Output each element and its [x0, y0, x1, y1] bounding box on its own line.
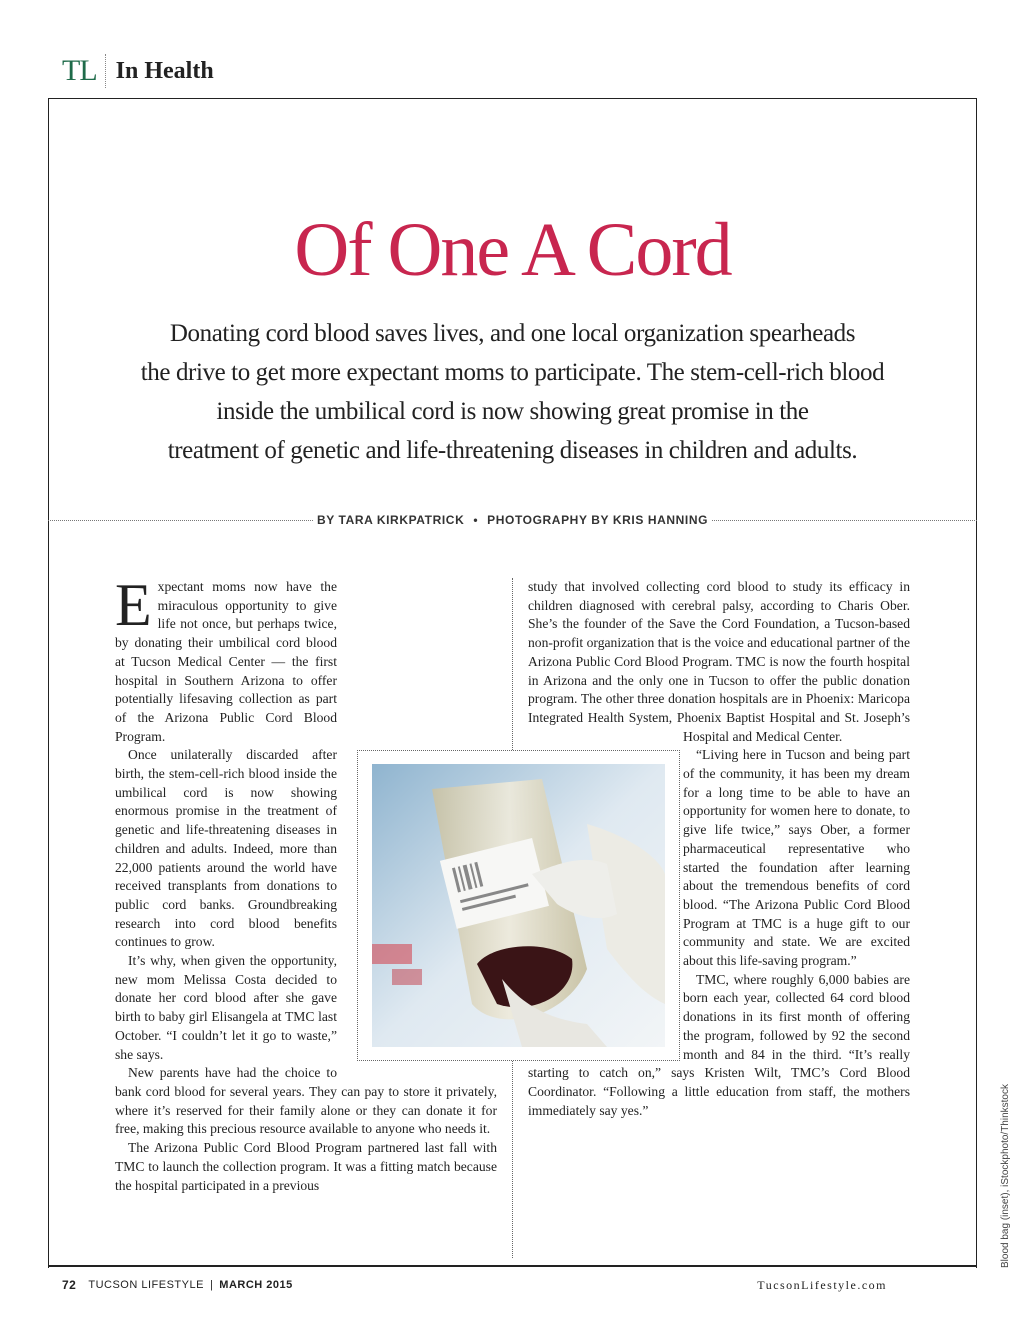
byline-divider-left	[48, 520, 313, 521]
byline-row	[48, 512, 977, 528]
section-name: In Health	[115, 57, 214, 84]
cord-blood-bag-photo	[372, 764, 665, 1047]
deck-line: Donating cord blood saves lives, and one local organization spearheads	[169, 320, 856, 347]
byline-divider-right	[712, 520, 977, 521]
footer-separator: |	[209, 1279, 214, 1291]
article-paragraph: Expectant moms now have the miraculous opportunity to give life not once, but perhaps twice, by donating their umbilical cord blood at Tucson Medical Center — the first hospital in Southern Arizona to offer potentially lifesaving collection as part of the Arizona Public Cord Blood Program.	[115, 572, 337, 744]
byline	[313, 513, 712, 527]
article-paragraph: TMC, where roughly 6,000 babies are born each year, collected 64 cord blood donations in its first month of offering the program, followed by 92 the second month and 84 in the third. “It’s really starting to catch on,” says Kristen Wilt, TMC’s Cord Blood Coordinator. “Following a little education from staff, the mothers immediately say yes.”	[528, 971, 910, 1118]
drop-cap: E	[115, 572, 152, 638]
article-paragraph: Once unilaterally discarded after birth, the stem-cell-rich blood inside the umbilical cord is now showing enormous promise in the treatment of genetic and life-threatening diseases in children and adults. Indeed, more than 22,000 patients around the world have received transplants from donations to public cord banks. Groundbreaking research into cord blood benefits continues to grow.	[115, 747, 337, 950]
publication-name: TUCSON LIFESTYLE	[88, 1279, 204, 1291]
issue-date: MARCH 2015	[219, 1279, 293, 1291]
page-footer	[62, 1278, 293, 1292]
article-paragraph: “Living here in Tucson and being part of the community, it has been my dream for a long time to be able to have an opportunity for women here to donate, to give life twice,” says Ober, a former pharmaceutical representative who started the foundation after learning about the tremendous benefits of cord blood. “The Arizona Public Cord Blood Program at TMC is a huge gift to our community and state. We are excited about this life-saving program.”	[683, 747, 910, 969]
byline-bullet: •	[473, 513, 479, 527]
magazine-logo: TL	[62, 54, 106, 88]
deck-line: inside the umbilical cord is now showing great promise in the	[216, 398, 809, 425]
article-deck	[60, 314, 965, 470]
photo-credit-line: PHOTOGRAPHY BY KRIS HANNING	[487, 513, 709, 527]
photo-credit: Blood bag (inset), iStockphoto/Thinkstock	[1000, 1084, 1011, 1268]
article-paragraph: The Arizona Public Cord Blood Program partnered last fall with TMC to launch the collection program. It was a fitting match because the hospital participated in a previous	[115, 1140, 497, 1193]
article-paragraph: New parents have had the choice to bank cord blood for several years. They can pay to store it privately, where it’s reserved for their family alone or they can donate it for free, making this precious resource available to anyone who needs it.	[115, 1065, 497, 1137]
footer-rule	[48, 1265, 976, 1267]
section-header	[62, 54, 214, 88]
article-paragraph: It’s why, when given the opportunity, new mom Melissa Costa decided to donate her cord blood after she gave birth to baby girl Elisangela at TMC last October. “I couldn’t let it go to waste,” she says.	[115, 953, 337, 1062]
deck-line: treatment of genetic and life-threatening diseases in children and adults.	[167, 437, 858, 464]
website-url: TucsonLifestyle.com	[757, 1278, 887, 1292]
deck-line: the drive to get more expectant moms to participate. The stem-cell-rich blood	[140, 359, 885, 386]
page-number: 72	[62, 1278, 77, 1292]
photo-inset	[357, 750, 680, 1061]
article-headline: Of One A Cord	[294, 208, 731, 292]
author-credit: BY TARA KIRKPATRICK	[316, 513, 465, 527]
article-paragraph: study that involved collecting cord blood to study its efficacy in children diagnosed with cerebral palsy, according to Charis Ober. She’s the founder of the Save the Cord Foundation, a Tucson-based non-profit organization that is the voice and educational partner of the Arizona Public Cord Blood Program. TMC is now the fourth hospital in Arizona and the only one in Tucson to offer the public donation program. The other three donation hospitals are in Phoenix: Maricopa Integrated Health System, Phoenix Baptist Hospital and St. Joseph’s Hospital and Medical Center.	[528, 579, 910, 744]
